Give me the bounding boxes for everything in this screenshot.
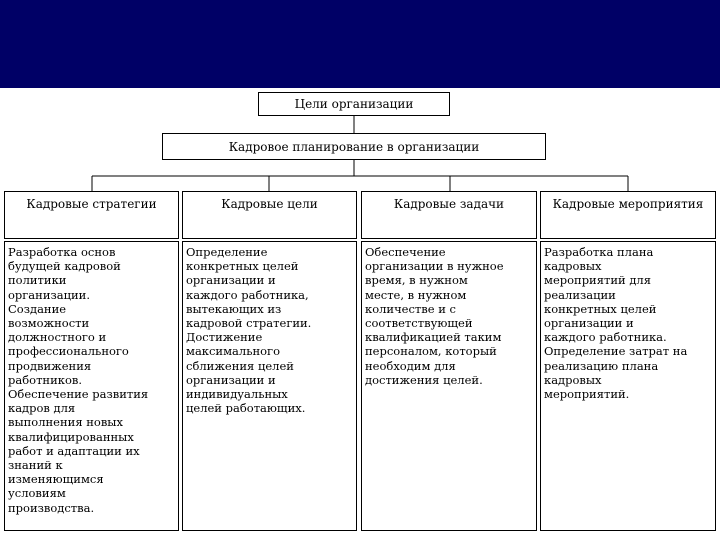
category-hr-activities: Кадровые мероприятия — [540, 191, 716, 239]
category-hr-goals: Кадровые цели — [182, 191, 357, 239]
description-hr-activities: Разработка плана кадровых мероприятий для реализации конкретных целей организации и каждого работника. Определение затрат на реализацию плана кадровых мероприятий. — [540, 241, 716, 531]
organization-goals-box: Цели организации — [258, 92, 450, 116]
description-hr-tasks: Обеспечение организации в нужное время, в нужном месте, в нужном количестве и с соответствующей квалификацией таким персоналом, который необходим для достижения целей. — [361, 241, 537, 531]
hr-planning-box: Кадровое планирование в организации — [162, 133, 546, 160]
category-hr-tasks: Кадровые задачи — [361, 191, 537, 239]
description-hr-strategies: Разработка основ будущей кадровой политики организации. Создание возможности должностного и профессионального продвижения работников. Обеспечение развития кадров для выполнения новых квалифицированных работ и адаптации их знаний к изменяющимся условиям производства. — [4, 241, 179, 531]
description-hr-goals: Определение конкретных целей организации и каждого работника, вытекающих из кадровой стратегии. Достижение максимального сближения целей организации и индивидуальных целей работающих. — [182, 241, 357, 531]
category-hr-strategies: Кадровые стратегии — [4, 191, 179, 239]
